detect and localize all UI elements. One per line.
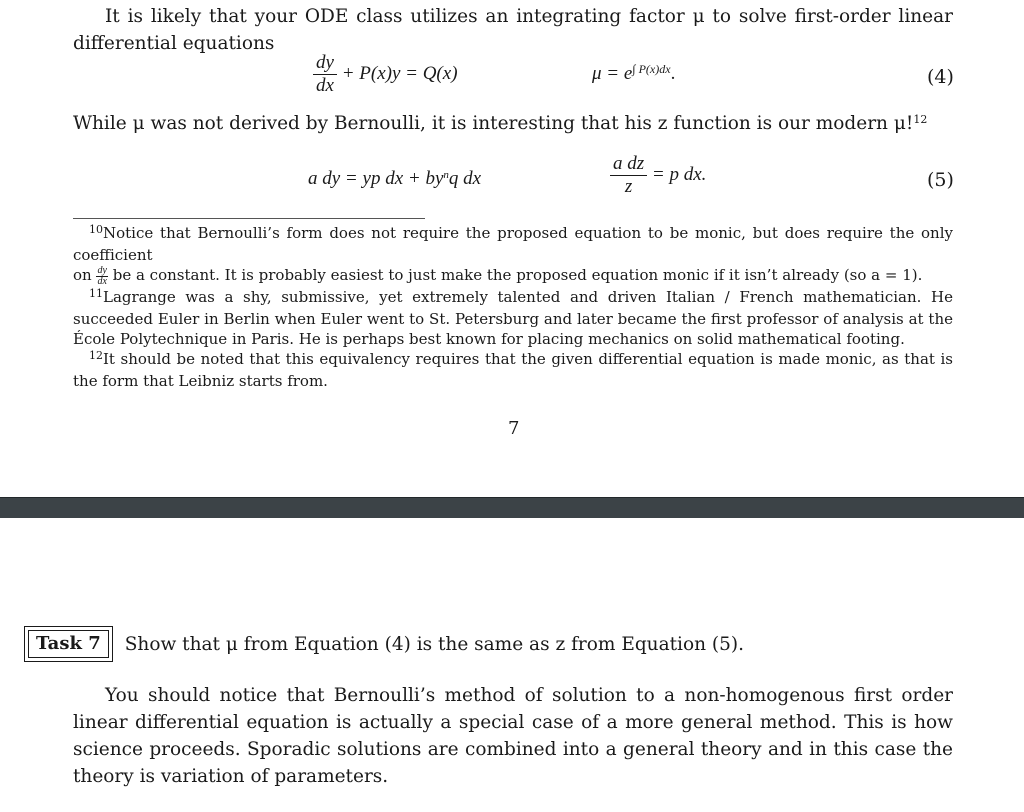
eq5-tail: = p dx. (651, 163, 707, 185)
intro-paragraph: It is likely that your ODE class utilizes an integrating factor μ to solve first-order linear differential equations (73, 6, 953, 54)
page-number: 7 (508, 418, 520, 439)
eq4-exponent: ∫ P(x)dx (632, 62, 671, 76)
task-row (24, 626, 744, 662)
footnote-12-text: It should be noted that this equivalency requires that the given differential equation is made monic, as that is the form that Leibniz starts from. (73, 349, 953, 390)
eq4-mu: μ = e (592, 63, 633, 84)
footnotes (73, 223, 953, 391)
footnote-11-text: Lagrange was a shy, submissive, yet extremely talented and driven Italian / French mathematician. He succeeded Euler in Berlin when Euler went to St. Petersburg and later became the first professor of analysis at the École Polytechnique in Paris. He is perhaps best known for placing mechanics on solid mathematical footing. (73, 287, 953, 348)
footnote-rule (73, 218, 425, 219)
eq5-lhs-tail: q dx (448, 168, 482, 189)
fn10-dx: dx (97, 275, 107, 287)
eq4-rest: + P(x)y = Q(x) (341, 62, 458, 84)
eq4-dx: dx (316, 75, 334, 96)
body-paragraph: You should notice that Bernoulli’s method of solution to a non-homogenous first order linear differential equation is actually a special case of a more general method. This is how science proceeds. Sporadic solutions are combined into a general theory and in this case the theory is variation of parameters. (73, 685, 953, 787)
footnote-10-text: Notice that Bernoulli’s form does not require the proposed equation to be monic, but does require the only coefficient (73, 224, 953, 264)
equation-5-lhs (308, 168, 481, 190)
equation-4-number: (4) (927, 66, 954, 88)
bernoulli-sentence (73, 110, 953, 139)
eq5-lhs-main: a dy = yp dx + by (308, 168, 444, 189)
fn10-dy: dy (97, 264, 107, 276)
equation-5-rhs (610, 153, 706, 198)
footnote-10-on: on (73, 266, 92, 284)
footnote-10-mark: 10 (89, 223, 103, 236)
page-divider (0, 497, 1024, 518)
eq4-dy: dy (313, 52, 337, 75)
task-label: Task 7 (28, 630, 109, 658)
footnote-10 (73, 223, 953, 265)
eq5-z: z (624, 176, 633, 197)
eq5-adz: a dz (610, 153, 647, 176)
equation-4-lhs (313, 52, 458, 97)
footnote-12-mark: 12 (89, 348, 103, 362)
footnote-12 (73, 349, 953, 391)
footnote-ref-12: 12 (913, 113, 928, 126)
equation-5-number: (5) (927, 169, 954, 191)
task-label-box (24, 626, 113, 662)
footnote-11 (73, 287, 953, 349)
bernoulli-text: While μ was not derived by Bernoulli, it is interesting that his z function is our modern μ! (73, 113, 914, 134)
task-text: Show that μ from Equation (4) is the same as z from Equation (5). (124, 633, 744, 655)
footnote-10-cont (73, 265, 953, 287)
footnote-11-mark: 11 (89, 286, 103, 300)
equation-4-rhs: $\mu = e^{\int P(x)dx}$. (592, 62, 676, 84)
eq5-n: n (443, 169, 449, 181)
footnote-10-fraction (96, 266, 107, 287)
footnote-10-text-b: be a constant. It is probably easiest to just make the proposed equation monic if it isn’t already (so a = 1). (112, 266, 923, 284)
